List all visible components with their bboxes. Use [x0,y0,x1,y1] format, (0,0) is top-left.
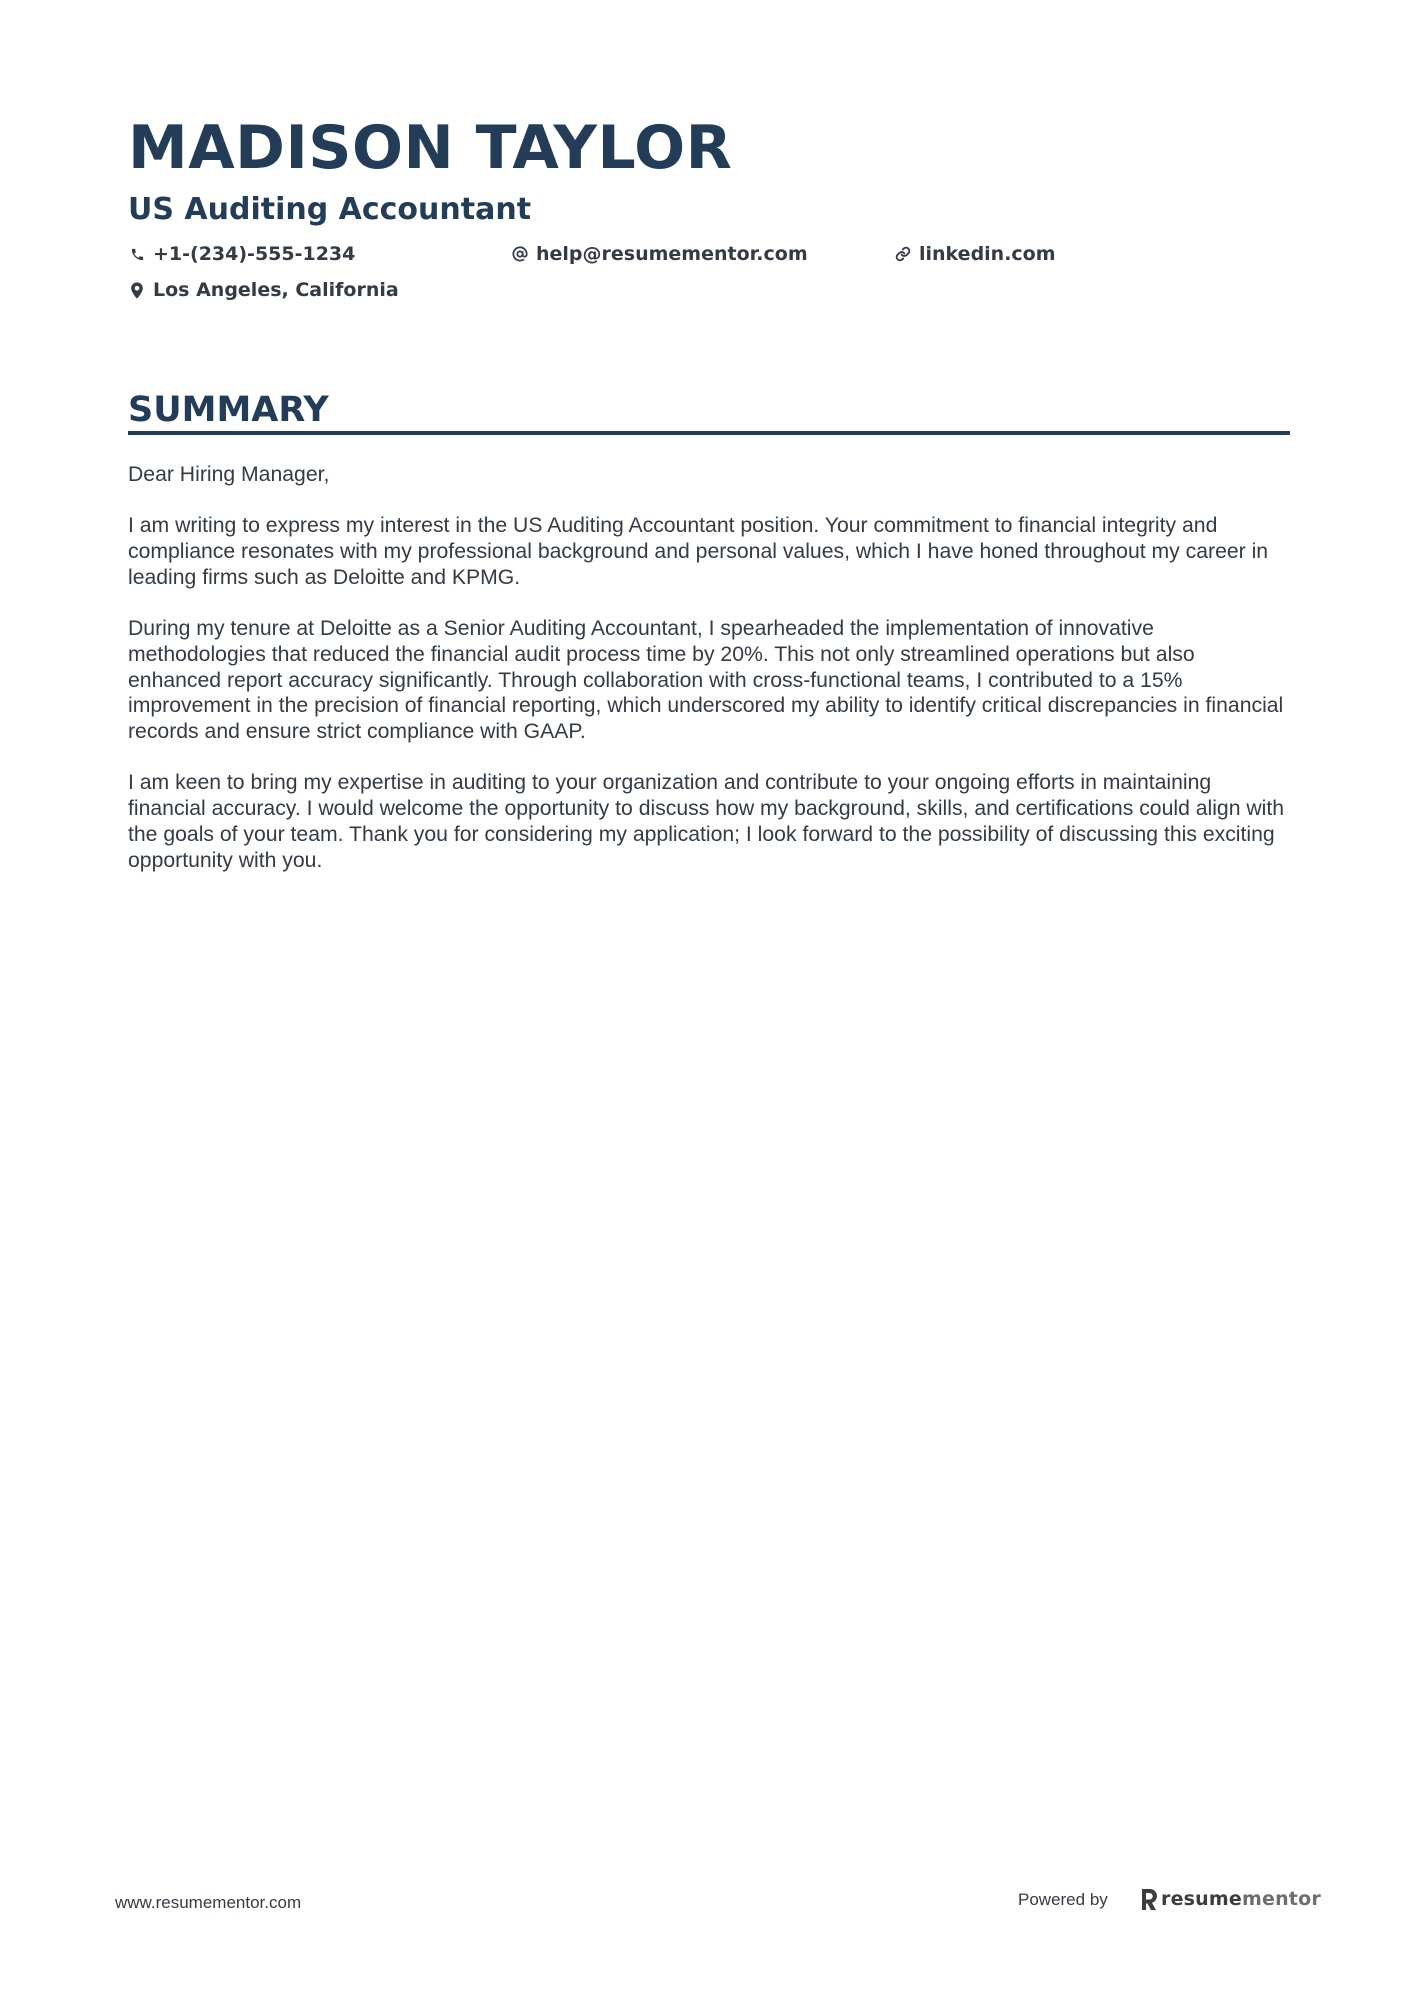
link-text: linkedin.com [919,243,1056,265]
link-icon [894,245,912,263]
candidate-name: MADISON TAYLOR [128,113,733,183]
summary-heading: SUMMARY [128,390,329,430]
contact-email [511,239,808,269]
letter-paragraph: I am writing to express my interest in the US Auditing Accountant position. Your commitment to financial integrity and compliance resonates with my professional background and personal values, which I have honed throughout my career in leading firms such as Deloitte and KPMG. [128,514,1269,589]
footer-powered-by: Powered by [1018,1890,1108,1909]
section-divider [128,431,1290,435]
letter-paragraph: During my tenure at Deloitte as a Senior Auditing Accountant, I spearheaded the implementation of innovative methodologies that reduced the financial audit process time by 20%. This not only streamlined operations but also enhanced report accuracy significantly. Through collaboration with cross-functional teams, I contributed to a 15% improvement in the precision of financial reporting, which underscored my ability to identify critical discrepancies in financial records and ensure strict compliance with GAAP. [128,617,1284,743]
brand-part-mentor: mentor [1241,1888,1321,1910]
location-text: Los Angeles, California [153,279,399,301]
letter-paragraph: I am keen to bring my expertise in auditing to your organization and contribute to your ongoing efforts in maintaining financial accuracy. I would welcome the opportunity to discuss how my background, skills, and certifications could align with the goals of your team. Thank you for considering my application; I look forward to the possibility of discussing this exciting opportunity with you. [128,771,1285,872]
cover-letter-body [128,462,1290,899]
at-sign-icon [511,245,529,263]
phone-icon [128,245,146,263]
map-pin-icon [128,281,146,299]
brand-part-resume: resume [1161,1888,1242,1910]
contact-link [894,239,1056,269]
email-text: help@resumementor.com [536,243,808,265]
resumementor-logo [1140,1884,1321,1914]
contact-phone [128,239,355,269]
contact-location [128,275,399,305]
footer-website: www.resumementor.com [115,1893,302,1912]
letter-greeting: Dear Hiring Manager, [128,463,330,486]
resumementor-wordmark [1161,1888,1321,1910]
resumementor-logo-icon [1140,1889,1157,1910]
phone-text: +1-(234)-555-1234 [153,243,356,265]
job-title: US Auditing Accountant [128,192,532,227]
